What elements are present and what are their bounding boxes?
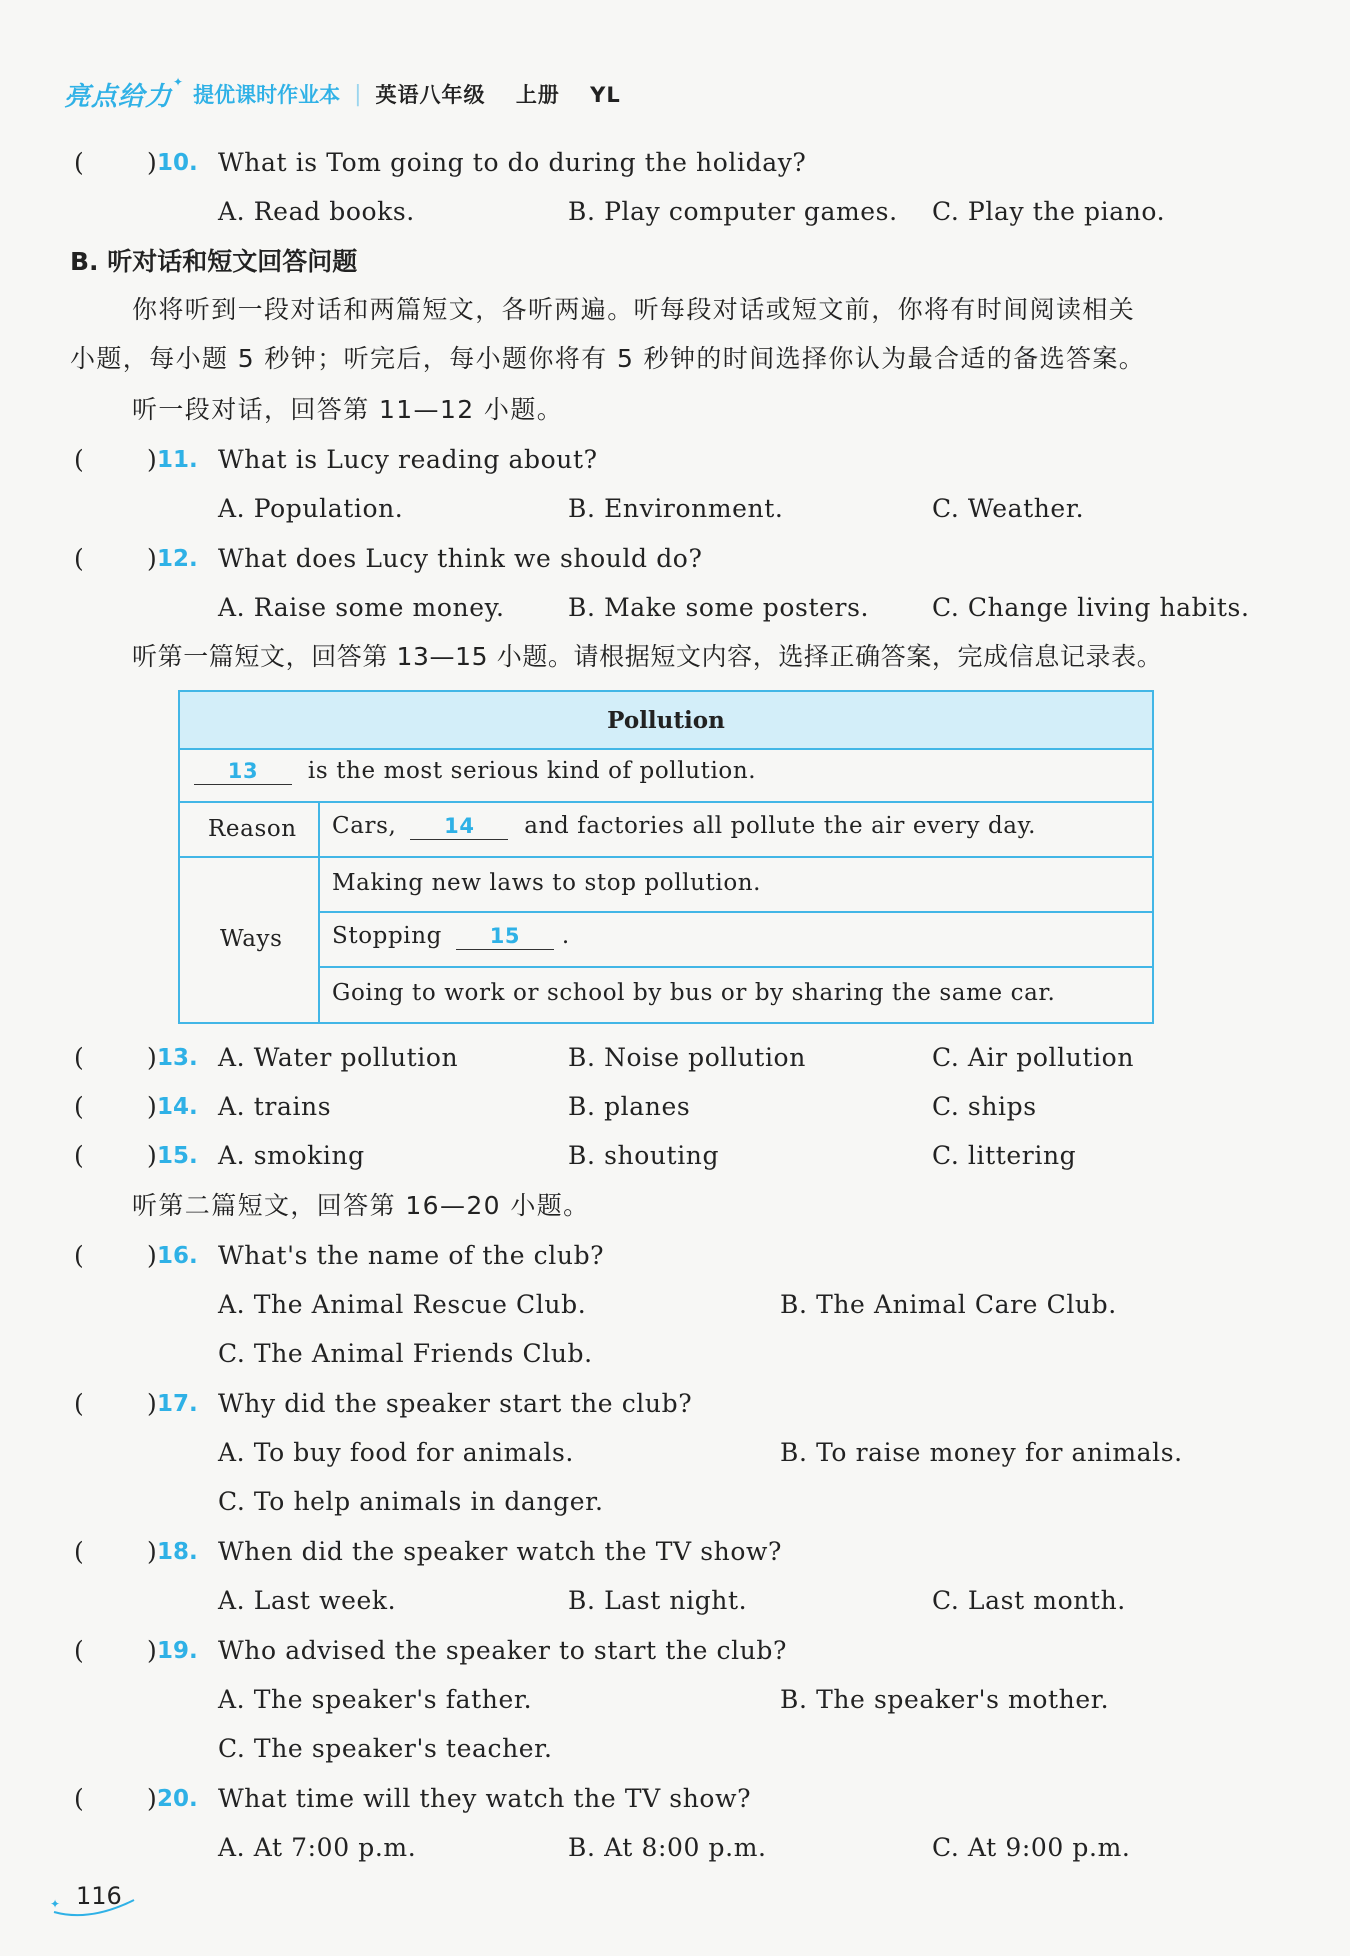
option-b: B. At 8:00 p.m.	[568, 1833, 767, 1862]
answer-paren-open: (	[74, 1537, 84, 1566]
book-volume: 上册	[515, 83, 560, 107]
answer-paren-open: (	[74, 1092, 84, 1121]
option-c: C. littering	[932, 1141, 1077, 1170]
option-b: B. Environment.	[568, 494, 784, 523]
intro-line-2: 小题，每小题 5 秒钟；听完后，每小题你将有 5 秒钟的时间选择你认为最合适的备选答案。	[70, 344, 1146, 373]
option-b: B. Make some posters.	[568, 593, 870, 622]
question-number: 17.	[157, 1391, 198, 1417]
option-b: B. planes	[568, 1092, 691, 1121]
book-edition: YL	[590, 83, 621, 107]
question-number: 16.	[157, 1243, 198, 1269]
question-text: What time will they watch the TV show?	[218, 1784, 752, 1813]
option-a: A. To buy food for animals.	[218, 1438, 574, 1467]
series-title: 提优课时作业本	[193, 83, 341, 107]
table-row-way-2	[332, 923, 570, 950]
question-text: What's the name of the club?	[218, 1241, 605, 1270]
answer-paren-open: (	[74, 148, 84, 177]
option-b: B. The speaker's mother.	[780, 1685, 1110, 1714]
way-2-pre: Stopping	[332, 923, 442, 949]
option-b: B. shouting	[568, 1141, 720, 1170]
passage-1-note: 听第一篇短文，回答第 13—15 小题。请根据短文内容，选择正确答案，完成信息记录表。	[132, 642, 1163, 671]
answer-paren-close: )	[147, 1141, 157, 1170]
option-c: C. Play the piano.	[932, 197, 1166, 226]
sparkle-icon: ✦	[173, 75, 184, 89]
question-number: 12.	[157, 546, 198, 572]
way-3: Going to work or school by bus or by sharing the same car.	[332, 980, 1056, 1006]
option-c: C. The Animal Friends Club.	[218, 1339, 593, 1368]
header-divider: |	[354, 81, 362, 107]
option-a: A. The speaker's father.	[218, 1685, 533, 1714]
blank-13[interactable]: 13	[194, 758, 292, 785]
option-b: B. Last night.	[568, 1586, 748, 1615]
option-b: B. Noise pollution	[568, 1043, 806, 1072]
table-title: Pollution	[180, 692, 1152, 750]
table-row-reason	[332, 813, 1036, 840]
question-number: 14.	[157, 1094, 198, 1120]
answer-paren-open: (	[74, 445, 84, 474]
option-b: B. To raise money for animals.	[780, 1438, 1183, 1467]
answer-paren-close: )	[147, 1389, 157, 1418]
option-a: A. Water pollution	[218, 1043, 459, 1072]
reason-post: and factories all pollute the air every day.	[524, 813, 1037, 839]
answer-paren-close: )	[147, 445, 157, 474]
option-a: A. At 7:00 p.m.	[218, 1833, 417, 1862]
page-header	[64, 74, 643, 114]
option-c: C. Weather.	[932, 494, 1085, 523]
answer-paren-close: )	[147, 1092, 157, 1121]
question-number: 13.	[157, 1045, 198, 1071]
option-a: A. Raise some money.	[218, 593, 505, 622]
question-text: Who advised the speaker to start the club?	[218, 1636, 788, 1665]
blank-14[interactable]: 14	[410, 813, 508, 840]
answer-paren-open: (	[74, 1043, 84, 1072]
question-number: 19.	[157, 1638, 198, 1664]
question-text: When did the speaker watch the TV show?	[218, 1537, 783, 1566]
option-a: A. Population.	[218, 494, 404, 523]
question-text: What does Lucy think we should do?	[218, 544, 703, 573]
option-a: A. Read books.	[218, 197, 415, 226]
answer-paren-close: )	[147, 1636, 157, 1665]
way-2-post: .	[561, 923, 570, 949]
option-c: C. To help animals in danger.	[218, 1487, 604, 1516]
page-number: 116	[76, 1882, 122, 1910]
option-a: A. smoking	[218, 1141, 365, 1170]
passage-2-note: 听第二篇短文，回答第 16—20 小题。	[132, 1191, 590, 1220]
dialog-note: 听一段对话，回答第 11—12 小题。	[132, 395, 564, 424]
ways-label: Ways	[220, 926, 283, 952]
answer-paren-open: (	[74, 1241, 84, 1270]
question-number: 18.	[157, 1539, 198, 1565]
option-b: B. The Animal Care Club.	[780, 1290, 1117, 1319]
option-c: C. At 9:00 p.m.	[932, 1833, 1131, 1862]
option-c: C. Change living habits.	[932, 593, 1250, 622]
option-c: C. The speaker's teacher.	[218, 1734, 553, 1763]
option-a: A. Last week.	[218, 1586, 397, 1615]
answer-paren-open: (	[74, 1784, 84, 1813]
answer-paren-close: )	[147, 1043, 157, 1072]
way-1: Making new laws to stop pollution.	[332, 870, 762, 896]
row-text: is the most serious kind of pollution.	[307, 758, 757, 784]
question-number: 11.	[157, 447, 198, 473]
answer-paren-open: (	[74, 544, 84, 573]
option-c: C. ships	[932, 1092, 1037, 1121]
question-text: What is Lucy reading about?	[218, 445, 598, 474]
question-number: 15.	[157, 1143, 198, 1169]
question-number: 10.	[157, 150, 198, 176]
intro-line-1: 你将听到一段对话和两篇短文，各听两遍。听每段对话或短文前，你将有时间阅读相关	[132, 295, 1136, 324]
reason-pre: Cars,	[332, 813, 397, 839]
option-c: C. Last month.	[932, 1586, 1126, 1615]
option-c: C. Air pollution	[932, 1043, 1135, 1072]
option-b: B. Play computer games.	[568, 197, 898, 226]
option-a: A. trains	[218, 1092, 332, 1121]
question-text: What is Tom going to do during the holiday?	[218, 148, 807, 177]
answer-paren-close: )	[147, 1537, 157, 1566]
svg-text:✦: ✦	[50, 1897, 61, 1911]
book-grade: 英语八年级	[375, 83, 486, 107]
answer-paren-close: )	[147, 1241, 157, 1270]
reason-label: Reason	[208, 816, 297, 842]
option-a: A. The Animal Rescue Club.	[218, 1290, 587, 1319]
blank-15[interactable]: 15	[456, 923, 554, 950]
question-text: Why did the speaker start the club?	[218, 1389, 693, 1418]
brand-logo: 亮点给力	[64, 81, 173, 112]
pollution-table	[178, 690, 1154, 1024]
answer-paren-open: (	[74, 1636, 84, 1665]
answer-paren-close: )	[147, 148, 157, 177]
table-row-serious	[194, 758, 756, 785]
answer-paren-close: )	[147, 1784, 157, 1813]
book-info	[376, 79, 643, 109]
question-number: 20.	[157, 1786, 198, 1812]
section-title: B. 听对话和短文回答问题	[70, 247, 358, 276]
answer-paren-close: )	[147, 544, 157, 573]
answer-paren-open: (	[74, 1389, 84, 1418]
answer-paren-open: (	[74, 1141, 84, 1170]
